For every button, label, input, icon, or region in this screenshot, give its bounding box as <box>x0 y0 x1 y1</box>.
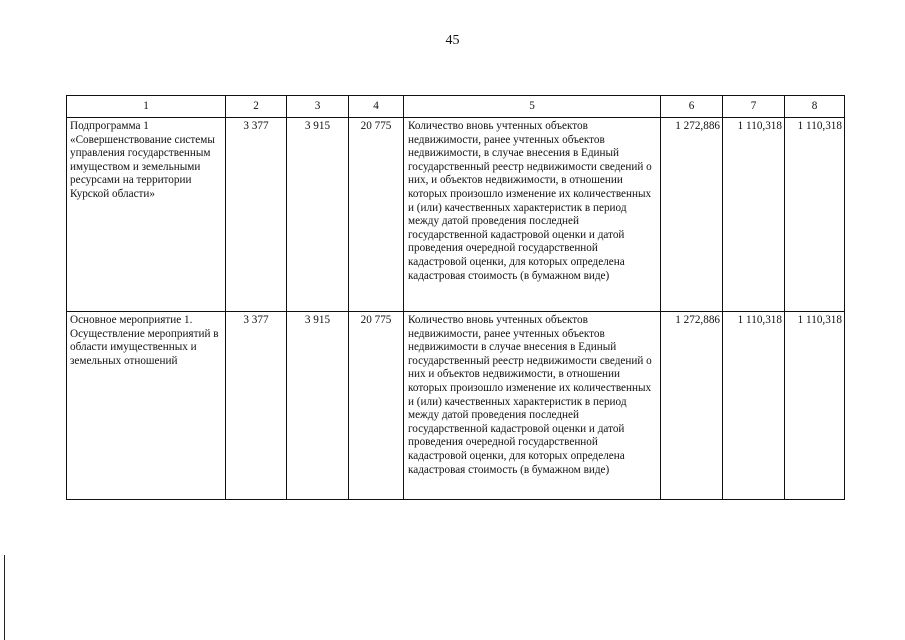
value-cell: 1 272,886 <box>661 118 723 312</box>
value-cell: 1 110,318 <box>785 118 845 312</box>
column-header: 3 <box>287 96 349 118</box>
program-name-cell: Основное мероприятие 1. Осуществление мероприятий в области имущественных и земельных отношений <box>67 312 226 500</box>
column-header: 5 <box>404 96 661 118</box>
table-row <box>67 118 845 312</box>
scan-margin-line <box>4 555 5 640</box>
column-header: 6 <box>661 96 723 118</box>
page-number: 45 <box>445 33 460 48</box>
table-header-row <box>67 96 845 118</box>
value-cell: 3 915 <box>287 118 349 312</box>
column-header: 7 <box>723 96 785 118</box>
value-cell: 3 915 <box>287 312 349 500</box>
value-cell: 20 775 <box>349 118 404 312</box>
value-cell: 1 110,318 <box>723 118 785 312</box>
column-header: 1 <box>67 96 226 118</box>
value-cell: 1 110,318 <box>785 312 845 500</box>
indicator-cell: Количество вновь учтенных объектов недвижимости, ранее учтенных объектов недвижимости, в случае внесения в Единый государственный реестр недвижимости сведений о них, и объектов недвижимости, в отношении которых произошло изменение их количественных и (или) качественных характеристик в период между датой проведения последней государственной кадастровой оценки и датой проведения очередной государственной кадастровой оценки, для которых определена кадастровая стоимость (в бумажном виде) <box>404 118 661 312</box>
indicators-table <box>66 95 845 500</box>
value-cell: 3 377 <box>226 312 287 500</box>
value-cell: 1 272,886 <box>661 312 723 500</box>
column-header: 8 <box>785 96 845 118</box>
indicator-cell: Количество вновь учтенных объектов недвижимости, ранее учтенных объектов недвижимости в случае внесения в Единый государственный реестр недвижимости сведений о них и объектов недвижимости, в отношении которых произошло изменение их количественных и (или) качественных характеристик в период между датой проведения последней государственной кадастровой оценки и датой проведения очередной государственной кадастровой оценки, для которых определена кадастровая стоимость (в бумажном виде) <box>404 312 661 500</box>
table-row <box>67 312 845 500</box>
program-name-cell: Подпрограмма 1 «Совершенствование системы управления государственным имуществом и земельными ресурсами на территории Курской области» <box>67 118 226 312</box>
value-cell: 3 377 <box>226 118 287 312</box>
column-header: 2 <box>226 96 287 118</box>
column-header: 4 <box>349 96 404 118</box>
value-cell: 20 775 <box>349 312 404 500</box>
value-cell: 1 110,318 <box>723 312 785 500</box>
